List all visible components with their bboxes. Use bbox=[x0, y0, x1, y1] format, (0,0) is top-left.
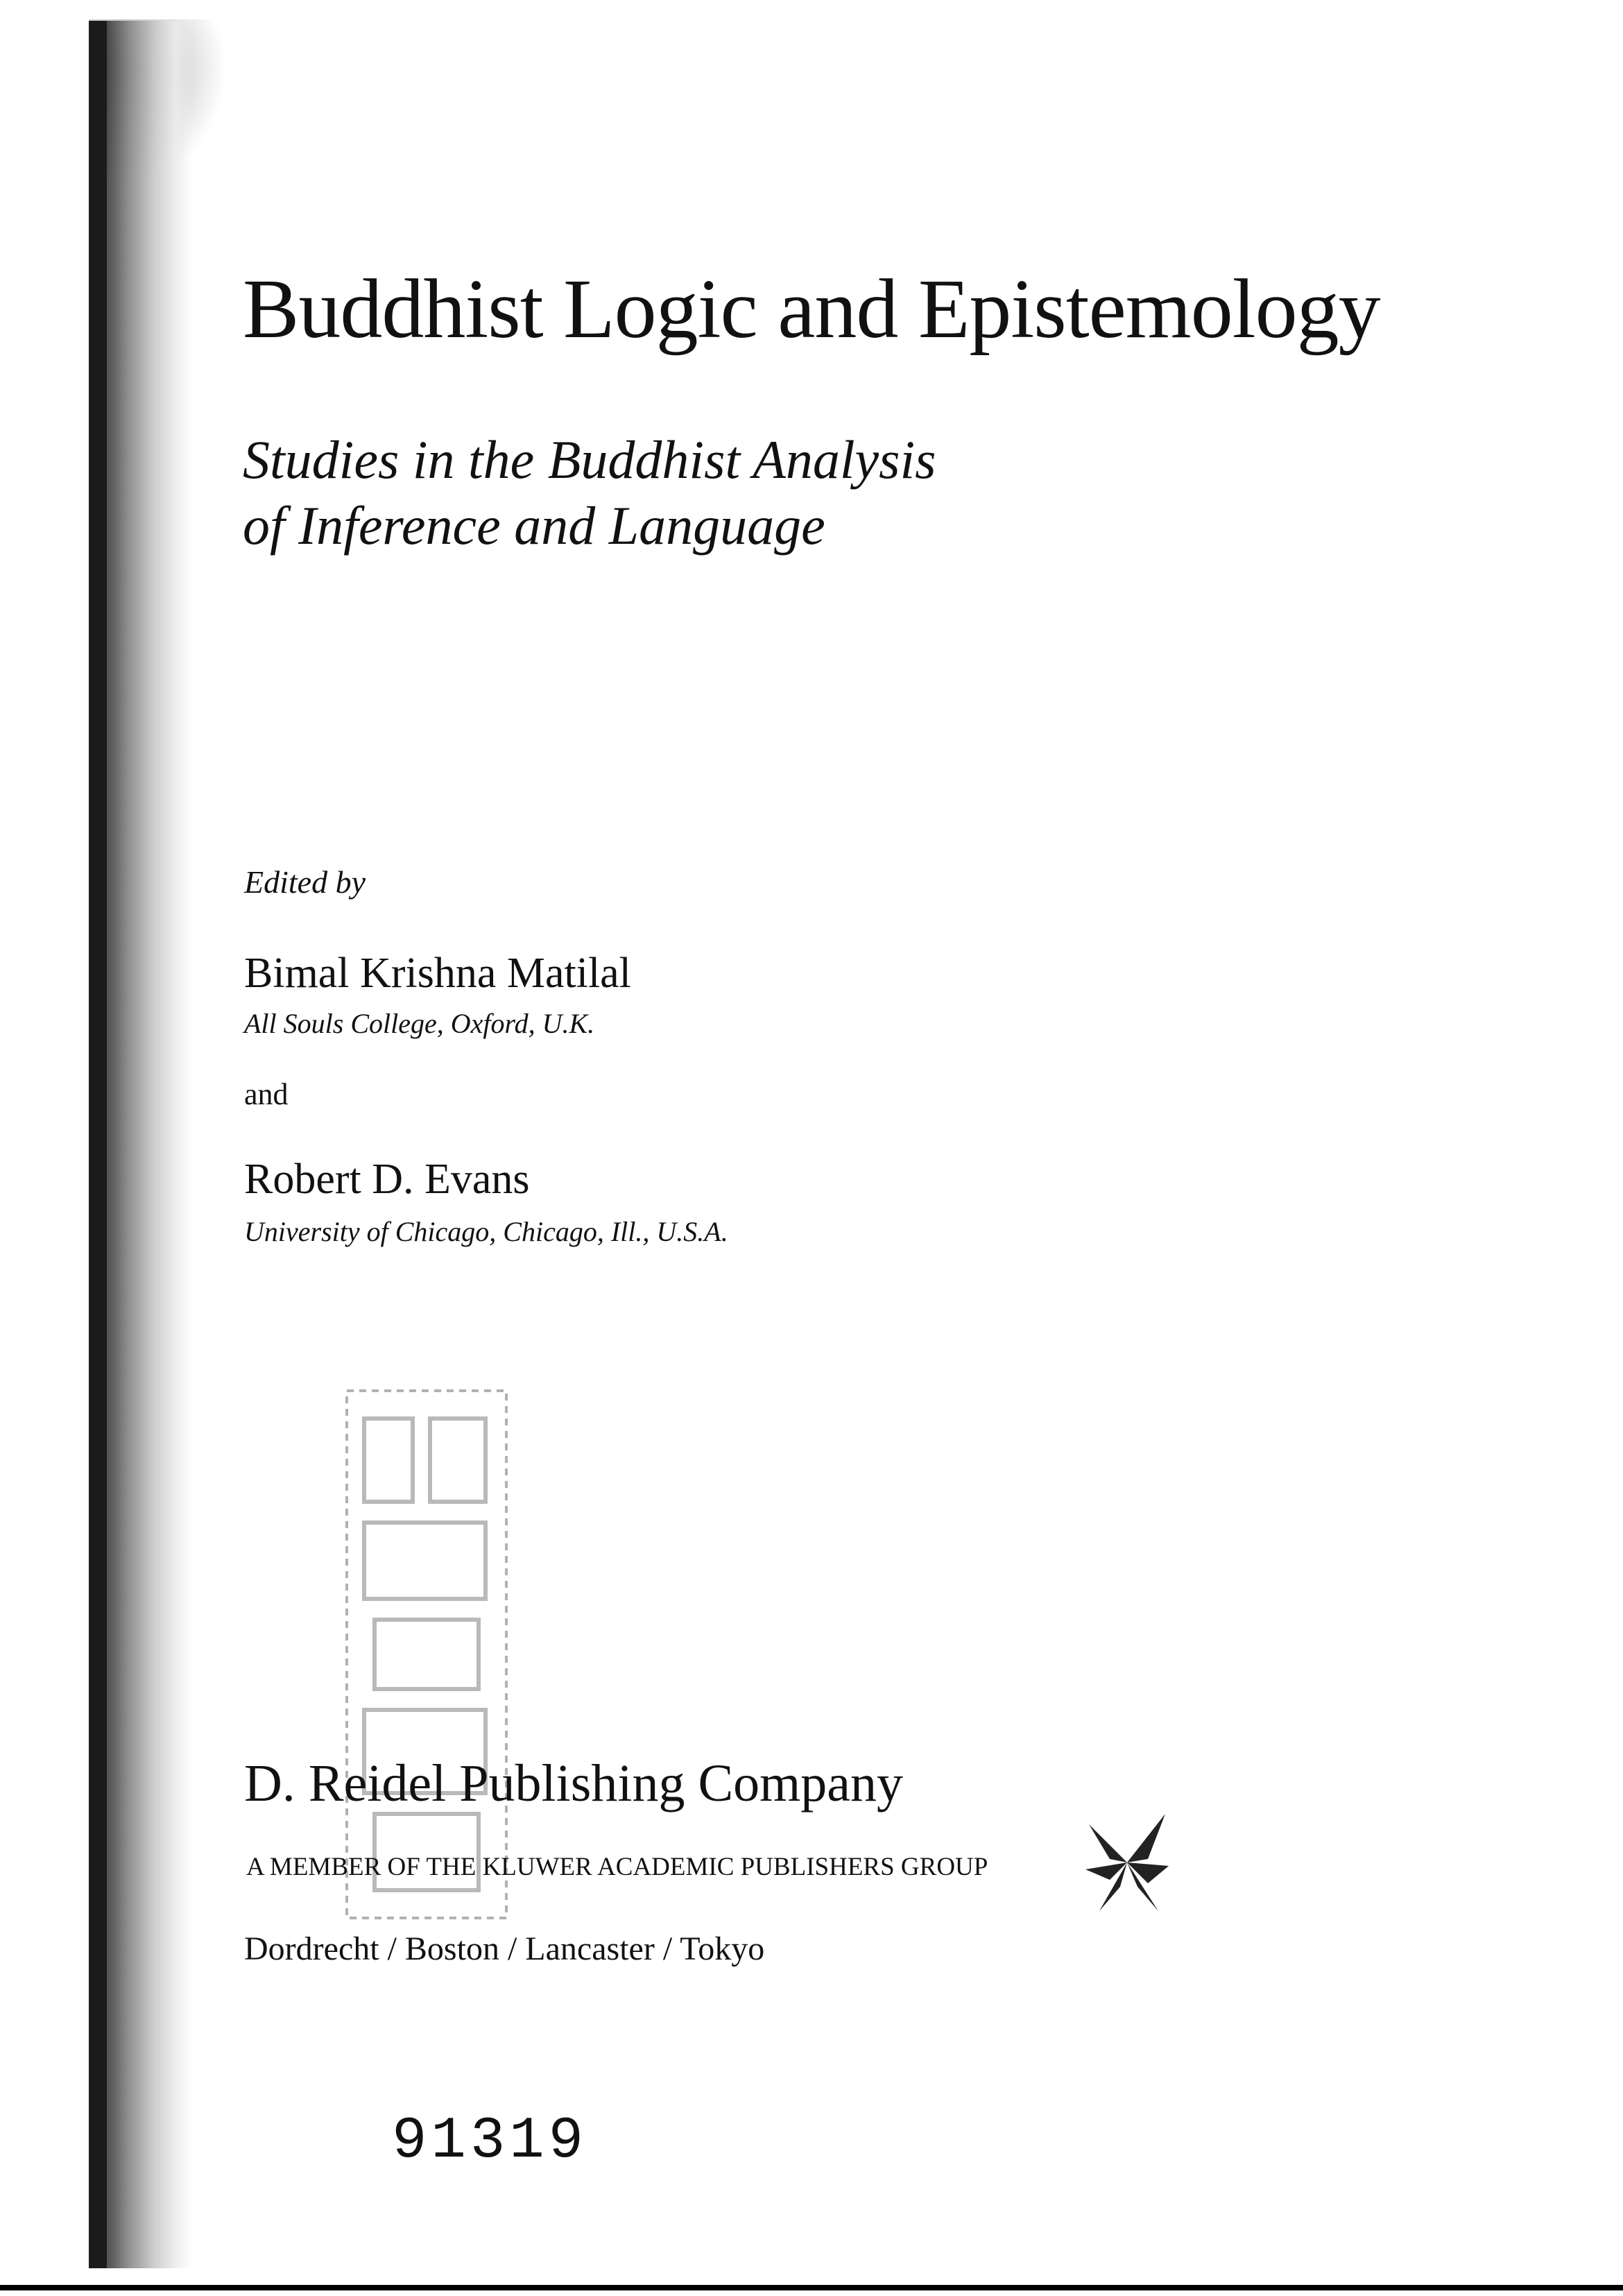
subtitle-line-1: Studies in the Buddhist Analysis bbox=[243, 429, 936, 490]
library-stamp-icon bbox=[333, 1377, 520, 1932]
editors-conjunction: and bbox=[244, 1077, 289, 1111]
editor-affiliation-1: All Souls College, Oxford, U.K. bbox=[244, 1008, 595, 1039]
scan-spine-edge bbox=[89, 21, 107, 2268]
book-subtitle bbox=[243, 427, 936, 558]
subtitle-line-2: of Inference and Language bbox=[243, 495, 825, 556]
editor-name-2: Robert D. Evans bbox=[244, 1156, 530, 1203]
publisher-name: D. Reidel Publishing Company bbox=[244, 1754, 903, 1813]
publisher-cities: Dordrecht / Boston / Lancaster / Tokyo bbox=[244, 1930, 765, 1967]
page-bottom-border bbox=[0, 2285, 1623, 2290]
call-number: 91319 bbox=[392, 2109, 588, 2175]
kluwer-logo-icon bbox=[1082, 1810, 1172, 1914]
edited-by-label: Edited by bbox=[244, 864, 366, 900]
publisher-member-line: A MEMBER OF THE KLUWER ACADEMIC PUBLISHERS GROUP bbox=[246, 1853, 988, 1881]
editor-affiliation-2: University of Chicago, Chicago, Ill., U.S.A. bbox=[244, 1216, 728, 1247]
book-title: Buddhist Logic and Epistemology bbox=[243, 262, 1380, 356]
editor-name-1: Bimal Krishna Matilal bbox=[244, 950, 631, 997]
